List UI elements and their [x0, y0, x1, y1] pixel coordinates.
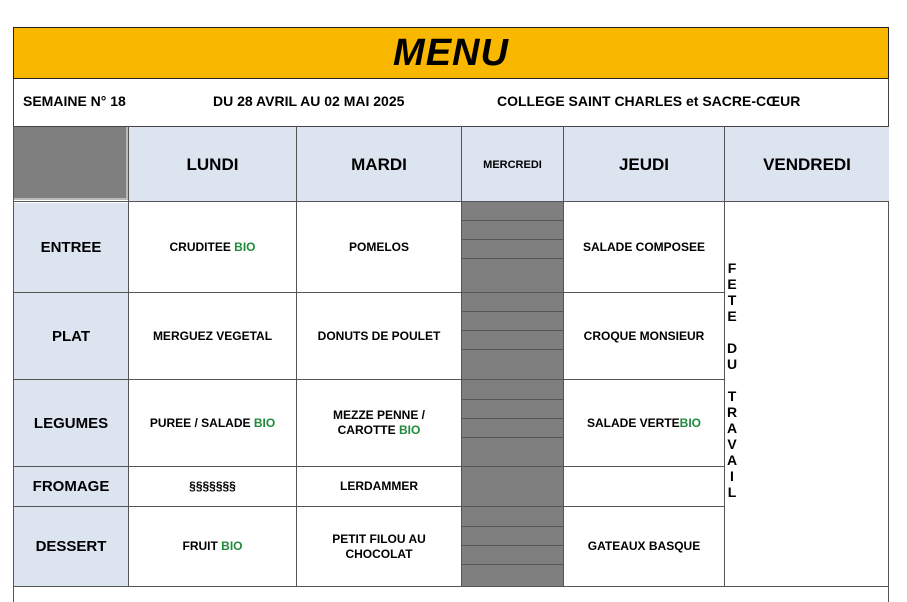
header-mardi: MARDI	[297, 127, 461, 202]
holiday-letter: U	[726, 356, 738, 372]
holiday-letter: L	[727, 484, 737, 500]
bio-badge: BIO	[221, 539, 243, 553]
jeudi-dessert: GATEAUX BASQUE	[587, 539, 701, 553]
lundi-legumes: PUREE / SALADE BIO	[149, 415, 276, 430]
lundi-plat: MERGUEZ VEGETAL	[152, 328, 273, 343]
holiday-letter: R	[726, 404, 738, 420]
row-label-legumes: LEGUMES	[14, 380, 128, 466]
jeudi-entree: SALADE COMPOSEE	[582, 239, 705, 254]
corner-cell	[14, 127, 128, 200]
school-name: COLLEGE SAINT CHARLES et SACRE-CŒUR	[497, 93, 801, 109]
row-label-entree: ENTREE	[14, 203, 128, 292]
lundi-fromage: §§§§§§§	[189, 479, 236, 493]
jeudi-legumes: SALADE VERTEBIO	[586, 415, 702, 430]
holiday-letter: A	[726, 420, 738, 436]
holiday-letter: E	[727, 276, 737, 292]
holiday-letter	[730, 324, 734, 340]
bio-badge: BIO	[253, 415, 276, 430]
bio-badge: BIO	[234, 239, 256, 254]
title-bar	[13, 27, 889, 79]
header-mercredi: MERCREDI	[462, 127, 563, 202]
mardi-fromage: LERDAMMER	[340, 479, 418, 493]
holiday-letter: A	[726, 452, 738, 468]
holiday-letter	[730, 372, 734, 388]
holiday-letter: I	[730, 468, 734, 484]
row-label-plat: PLAT	[14, 293, 128, 379]
holiday-letter: T	[727, 388, 737, 404]
bio-badge: BIO	[679, 415, 702, 430]
date-range: DU 28 AVRIL AU 02 MAI 2025	[213, 93, 405, 109]
info-row	[13, 79, 889, 127]
lundi-entree: CRUDITEE BIO	[169, 239, 256, 254]
mardi-legumes: MEZZE PENNE / CAROTTE BIO	[332, 408, 425, 437]
holiday-letter: D	[726, 340, 738, 356]
row-label-fromage: FROMAGE	[14, 467, 128, 506]
vendredi-holiday-text	[725, 260, 739, 500]
header-vendredi: VENDREDI	[725, 127, 889, 202]
mardi-entree: POMELOS	[348, 239, 409, 254]
mercredi-closed-column	[462, 202, 563, 587]
mardi-plat: DONUTS DE POULET	[317, 328, 441, 343]
jeudi-fromage	[564, 467, 724, 506]
lundi-dessert: FRUIT BIO	[182, 539, 243, 553]
jeudi-plat: CROQUE MONSIEUR	[583, 328, 705, 343]
holiday-letter: F	[727, 260, 737, 276]
holiday-letter: T	[727, 292, 737, 308]
bio-badge: BIO	[398, 423, 421, 437]
row-label-dessert: DESSERT	[14, 507, 128, 586]
header-lundi: LUNDI	[129, 127, 296, 202]
header-jeudi: JEUDI	[564, 127, 724, 202]
week-number: SEMAINE N° 18	[23, 93, 126, 109]
holiday-letter: E	[727, 308, 737, 324]
mardi-dessert: PETIT FILOU AU CHOCOLAT	[332, 531, 426, 561]
holiday-letter: V	[727, 436, 737, 452]
page-title: MENU	[393, 31, 509, 74]
